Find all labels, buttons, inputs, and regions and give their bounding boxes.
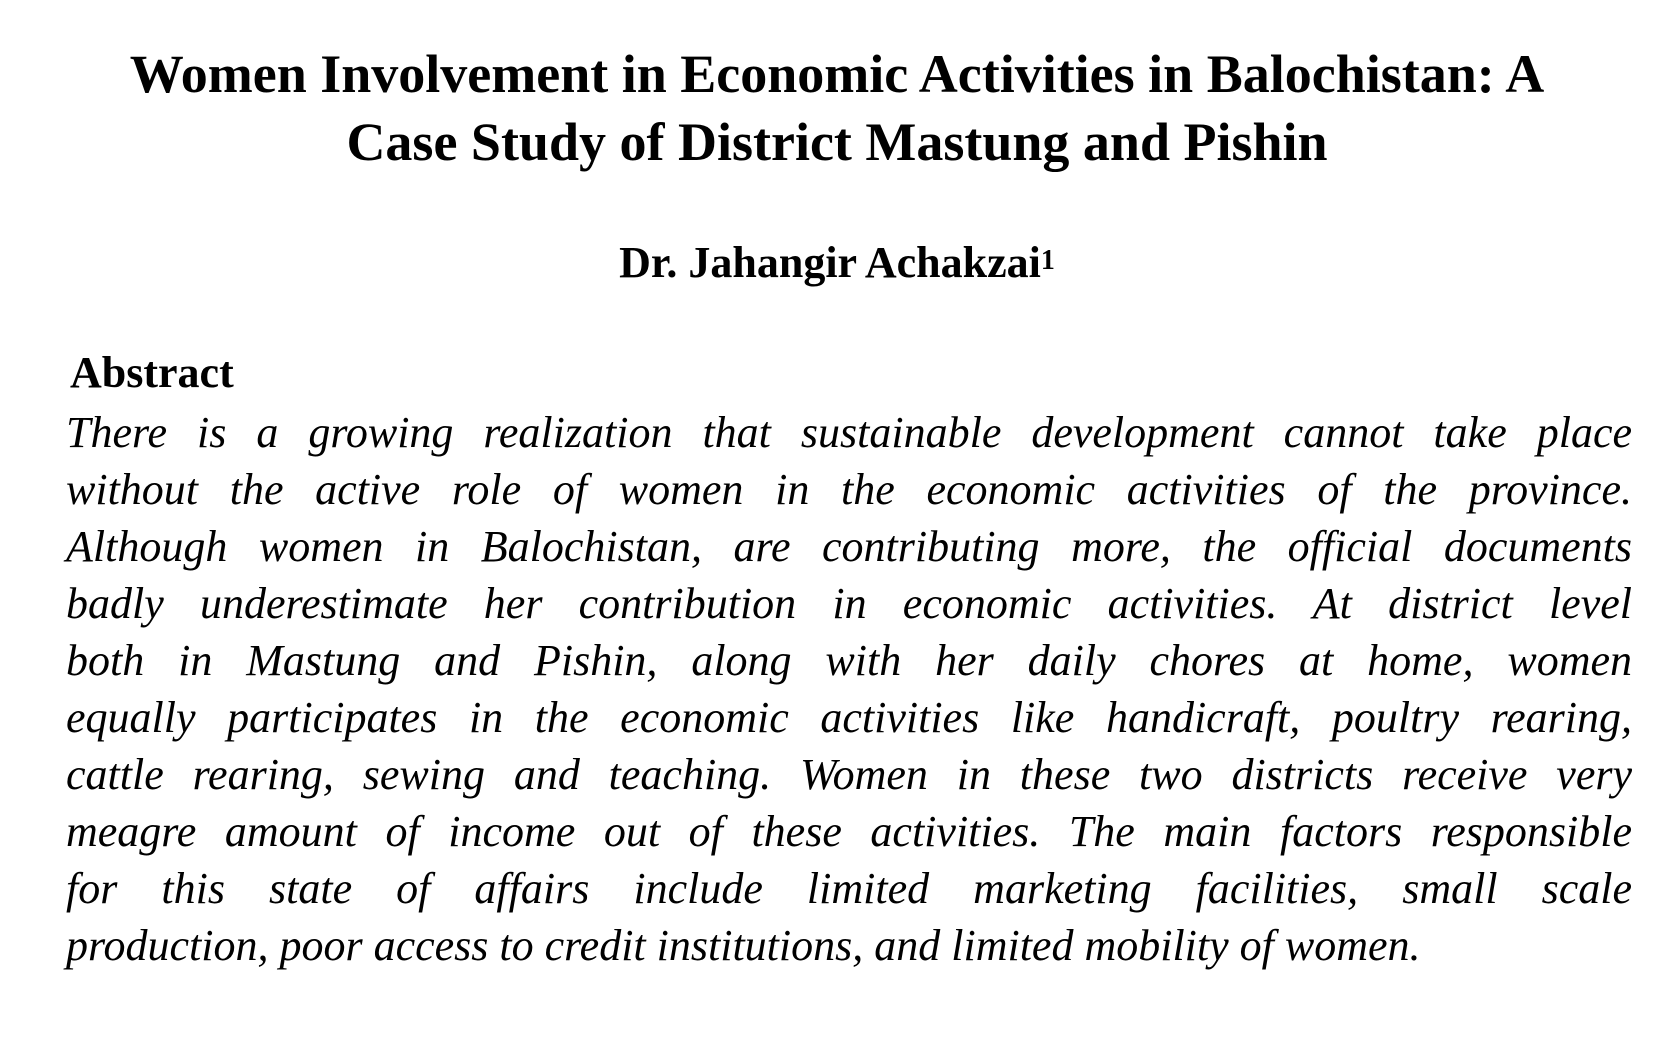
abstract-line: production, poor access to credit institutions, and limited mobility of women. <box>66 921 1421 970</box>
abstract-line: for this state of affairs include limited marketing facilities, small scale <box>66 864 1632 913</box>
paper-title-line-1: Women Involvement in Economic Activities in Balochistan: A <box>129 44 1545 104</box>
author-line <box>40 235 1634 291</box>
abstract-line: There is a growing realization that sustainable development cannot take place <box>66 408 1632 457</box>
author-footnote-mark: 1 <box>1040 245 1055 276</box>
paper-title <box>40 40 1634 176</box>
abstract-line: equally participates in the economic activities like handicraft, poultry rearing, <box>66 693 1632 742</box>
abstract-line: badly underestimate her contribution in economic activities. At district level <box>66 579 1632 628</box>
abstract-line: without the active role of women in the economic activities of the province. <box>66 465 1632 514</box>
abstract-line: cattle rearing, sewing and teaching. Women in these two districts receive very <box>66 750 1632 799</box>
author-name: Dr. Jahangir Achakzai <box>619 238 1041 287</box>
abstract-line: both in Mastung and Pishin, along with her daily chores at home, women <box>66 636 1632 685</box>
paper-title-line-2: Case Study of District Mastung and Pishin <box>346 112 1328 172</box>
abstract-line: meagre amount of income out of these activities. The main factors responsible <box>66 807 1632 856</box>
abstract-body <box>66 404 1632 974</box>
abstract-heading: Abstract <box>70 348 234 397</box>
abstract-line: Although women in Balochistan, are contributing more, the official documents <box>66 522 1632 571</box>
